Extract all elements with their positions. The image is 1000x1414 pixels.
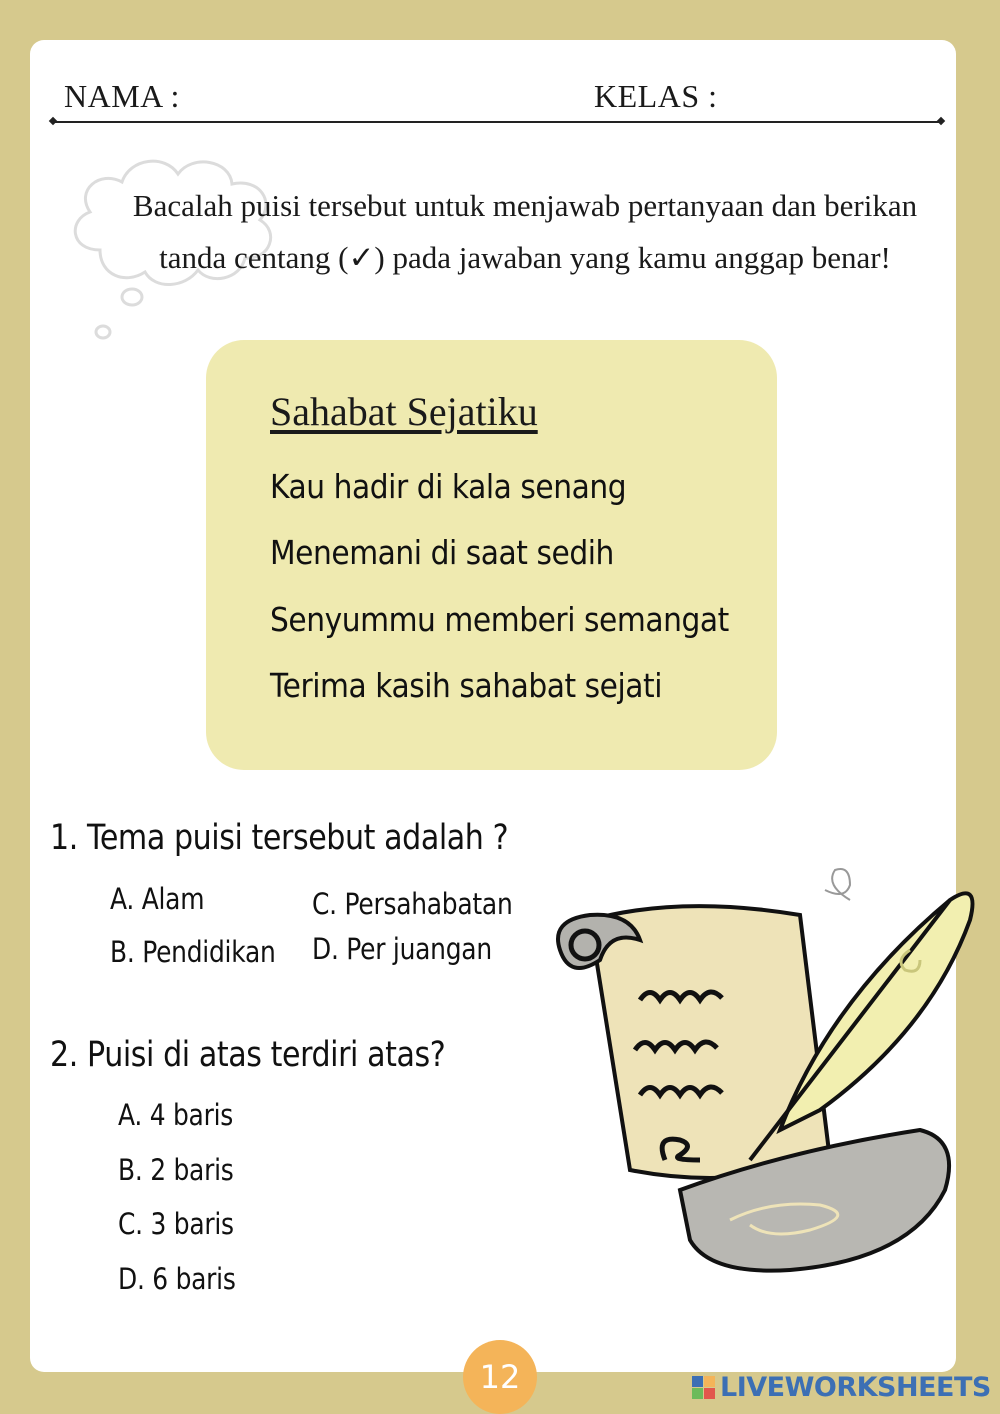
q2-option-a[interactable]: A. 4 baris [118, 1098, 233, 1132]
q2-option-d[interactable]: D. 6 baris [118, 1262, 236, 1296]
scroll-and-quill-icon [530, 860, 990, 1290]
poem-line-1: Kau hadir di kala senang [270, 467, 627, 506]
brand-logo[interactable] [692, 1372, 991, 1403]
brand-name: LIVEWORKSHEETS [720, 1372, 991, 1403]
poem-line-4: Terima kasih sahabat sejati [270, 666, 663, 705]
instruction-line-2: tanda centang (✓) pada jawaban yang kamu anggap benar! [159, 240, 891, 275]
poem-line-3: Senyummu memberi semangat [270, 600, 729, 639]
question-2: 2. Puisi di atas terdiri atas? [50, 1035, 446, 1075]
instruction-line-1: Bacalah puisi tersebut untuk menjawab pertanyaan dan berikan [132, 188, 918, 223]
q1-option-a[interactable]: A. Alam [110, 882, 205, 916]
header-divider [52, 121, 942, 123]
q2-option-b[interactable]: B. 2 baris [118, 1153, 234, 1187]
kelas-label: KELAS : [594, 78, 718, 114]
instruction-text [110, 180, 940, 284]
poem-title: Sahabat Sejatiku [270, 389, 538, 434]
q1-option-b[interactable]: B. Pendidikan [110, 935, 276, 969]
q1-option-d[interactable]: D. Per juangan [312, 932, 492, 966]
q1-option-c[interactable]: C. Persahabatan [312, 887, 513, 921]
page-number-badge: 12 [463, 1340, 537, 1414]
poem-line-2: Menemani di saat sedih [270, 533, 614, 572]
q2-option-c[interactable]: C. 3 baris [118, 1207, 234, 1241]
question-1: 1. Tema puisi tersebut adalah ? [50, 818, 509, 858]
liveworksheets-logo-icon [692, 1376, 716, 1400]
nama-label: NAMA : [64, 78, 180, 114]
